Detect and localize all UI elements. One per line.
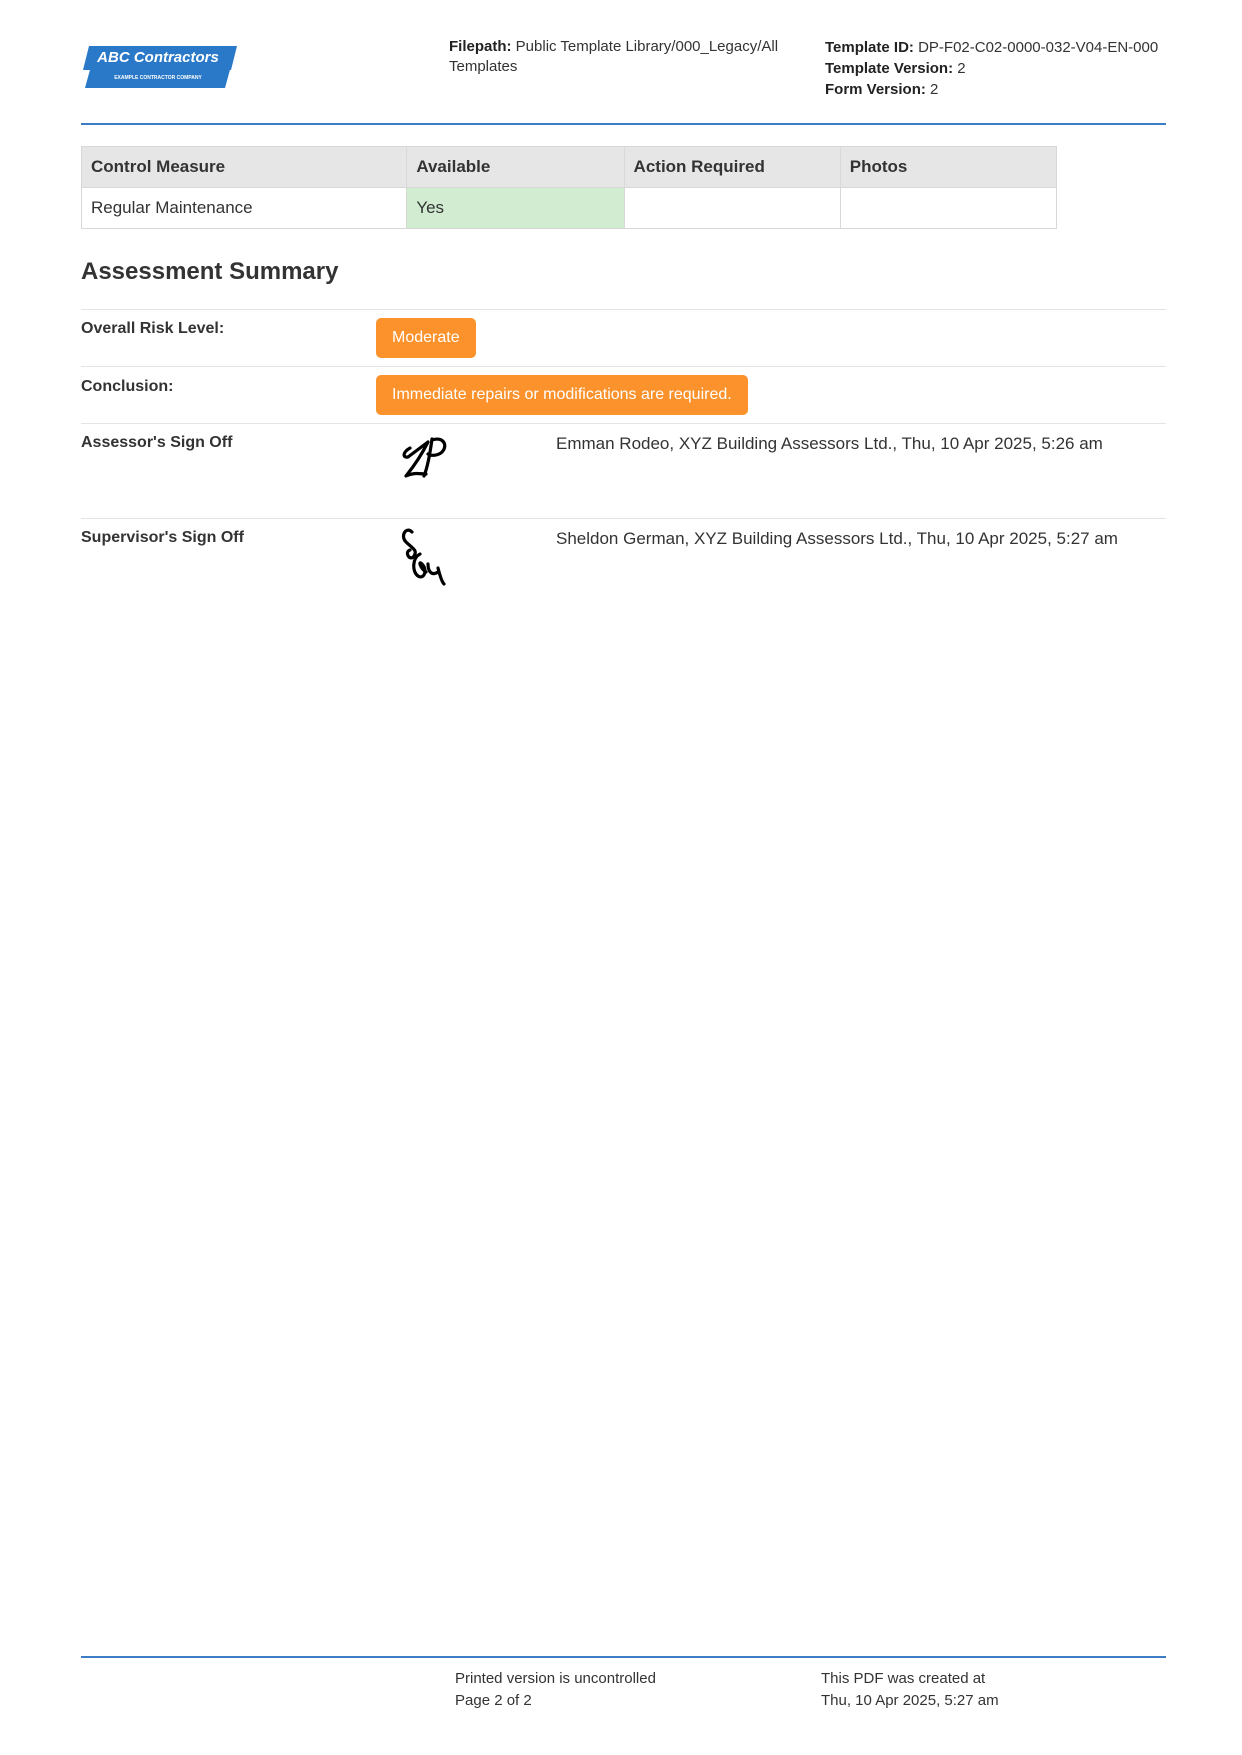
table-header-row xyxy=(82,147,1057,188)
action-required-cell xyxy=(624,188,840,229)
footer-divider xyxy=(81,1656,1166,1658)
risk-level-label: Overall Risk Level: xyxy=(81,320,225,337)
logo-title: ABC Contractors xyxy=(97,49,219,66)
risk-level-badge: Moderate xyxy=(376,318,476,358)
column-header: Action Required xyxy=(624,147,840,188)
template-id-row xyxy=(825,37,1185,58)
column-header: Control Measure xyxy=(82,147,407,188)
footer-created xyxy=(821,1668,999,1712)
form-version-value: 2 xyxy=(930,81,939,98)
assessor-signoff-label: Assessor's Sign Off xyxy=(81,434,233,451)
created-label: This PDF was created at xyxy=(821,1670,986,1687)
divider xyxy=(81,423,1166,424)
footer-status xyxy=(455,1668,656,1712)
photos-cell xyxy=(840,188,1056,229)
logo-tagline: EXAMPLE CONTRACTOR COMPANY xyxy=(114,75,202,81)
template-id-label: Template ID: xyxy=(825,39,914,56)
conclusion-label: Conclusion: xyxy=(81,378,174,395)
assessor-signature xyxy=(398,434,454,480)
column-header: Available xyxy=(407,147,624,188)
available-cell: Yes xyxy=(407,188,624,229)
template-version-label: Template Version: xyxy=(825,60,954,77)
page-number: Page 2 of 2 xyxy=(455,1692,532,1709)
form-version-label: Form Version: xyxy=(825,81,926,98)
template-version-row xyxy=(825,58,1185,79)
company-logo xyxy=(81,44,239,92)
filepath-value: Public Template Library/000_Legacy/All Templates xyxy=(449,38,779,75)
header-divider xyxy=(81,123,1166,125)
template-id-value: DP-F02-C02-0000-032-V04-EN-000 xyxy=(918,39,1159,56)
form-version-row xyxy=(825,79,1185,100)
template-meta xyxy=(825,37,1185,100)
control-measures-table xyxy=(81,146,1057,229)
table-row xyxy=(82,188,1057,229)
template-version-value: 2 xyxy=(957,60,966,77)
divider xyxy=(81,309,1166,310)
supervisor-signature xyxy=(398,524,458,586)
divider xyxy=(81,366,1166,367)
divider xyxy=(81,518,1166,519)
assessor-signoff-info: Emman Rodeo, XYZ Building Assessors Ltd., Thu, 10 Apr 2025, 5:26 am xyxy=(556,434,1103,453)
uncontrolled-notice: Printed version is uncontrolled xyxy=(455,1670,656,1687)
created-timestamp: Thu, 10 Apr 2025, 5:27 am xyxy=(821,1692,999,1709)
supervisor-signoff-info: Sheldon German, XYZ Building Assessors Ltd., Thu, 10 Apr 2025, 5:27 am xyxy=(556,529,1118,548)
section-title: Assessment Summary xyxy=(81,258,339,285)
control-measure-cell: Regular Maintenance xyxy=(82,188,407,229)
column-header: Photos xyxy=(840,147,1056,188)
filepath-label: Filepath: xyxy=(449,38,512,55)
conclusion-badge: Immediate repairs or modifications are required. xyxy=(376,375,748,415)
supervisor-signoff-label: Supervisor's Sign Off xyxy=(81,529,244,546)
filepath-meta xyxy=(449,37,799,77)
